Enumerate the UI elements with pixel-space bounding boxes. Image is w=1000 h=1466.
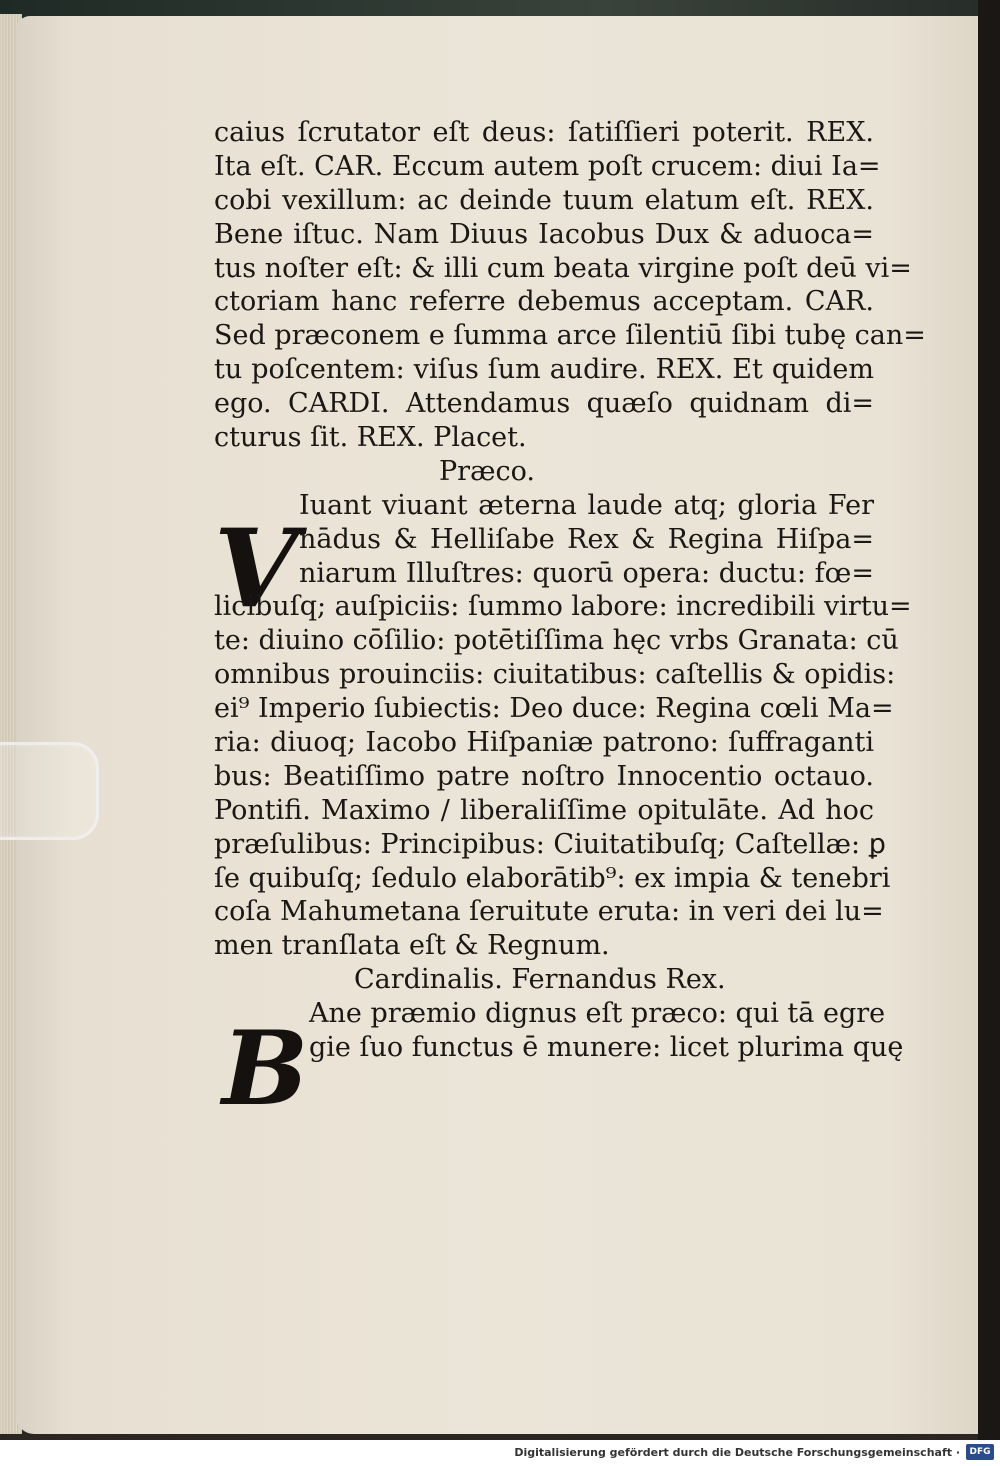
text-line: cturus ſit. REX. Placet.: [214, 422, 527, 454]
text-line: Pontifi. Maximo / liberaliſſime opitulāte. Ad hoc: [214, 794, 874, 826]
text-line: Bene iſtuc. Nam Diuus Iacobus Dux & aduoca=: [214, 218, 874, 250]
text-line: te: diuino cōſilio: potētiſſima hęc vrbs Granata: cū: [214, 625, 899, 657]
text-line: Iuant viuant æterna laude atq; gloria Fer: [299, 489, 874, 521]
text-line: cobi vexillum: ac deinde tuum elatum eſt. REX.: [214, 184, 874, 216]
decorated-initial-v: V: [214, 506, 298, 632]
text-line: ria: diuoq; Iacobo Hiſpaniæ patrono: ſuffraganti: [214, 727, 874, 759]
text-line: Sed præconem e ſumma arce ſilentiū ſibi tubę can=: [214, 320, 926, 352]
text-line: niarum Illuſtres: quorū opera: ductu: fœ=: [299, 557, 874, 589]
text-line: caius ſcrutator eſt deus: ſatiſſieri poterit. REX.: [214, 117, 874, 148]
text-line: men tranſlata eſt & Regnum.: [214, 930, 610, 962]
page-text: [214, 116, 926, 1065]
right-shadow: [978, 0, 1000, 1440]
section-heading-praeco: Præco.: [439, 455, 535, 487]
footer-credit: Digitalisierung gefördert durch die Deutsche Forschungsgemeinschaft ·: [514, 1446, 960, 1459]
dfg-logo: DFG: [966, 1444, 994, 1460]
text-line: præſulibus: Principibus: Ciuitatibuſq; Caſtellæ: ꝑ: [214, 828, 886, 860]
text-line: tus noſter eſt: & illi cum beata virgine poſt deū vi=: [214, 252, 912, 284]
text-line: nādus & Helliſabe Rex & Regina Hiſpa=: [299, 523, 874, 555]
text-line: licibuſq; auſpiciis: ſummo labore: incredibili virtu=: [214, 591, 912, 623]
text-line: gie ſuo functus ē munere: licet plurima quę: [309, 1032, 904, 1064]
text-line: Ita eſt. CAR. Eccum autem poſt crucem: diui Ia=: [214, 150, 881, 182]
text-line: bus: Beatiſſimo patre noſtro Innocentio octauo.: [214, 760, 874, 792]
text-line: ſe quibuſq; ſedulo elaborātib⁹: ex impia & tenebri: [214, 862, 891, 894]
text-line: ego. CARDI. Attendamus quæſo quidnam di=: [214, 388, 874, 420]
text-line: ctoriam hanc referre debemus acceptam. CAR.: [214, 286, 874, 318]
text-line: tu poſcentem: viſus ſum audire. REX. Et quidem: [214, 354, 874, 386]
footer-bar: [0, 1440, 1000, 1466]
text-line: coſa Mahumetana ſeruitute eruta: in veri dei lu=: [214, 896, 884, 928]
section-heading-cardinalis: Cardinalis. Fernandus Rex.: [354, 964, 726, 996]
page-clip: [0, 742, 99, 840]
text-line: ei⁹ Imperio ſubiectis: Deo duce: Regina cœli Ma=: [214, 693, 894, 725]
text-line: omnibus prouinciis: ciuitatibus: caſtellis & opidis:: [214, 659, 896, 691]
text-line: Ane præmio dignus eſt præco: qui tā egre: [309, 998, 886, 1030]
decorated-initial-b: B: [222, 1009, 309, 1129]
